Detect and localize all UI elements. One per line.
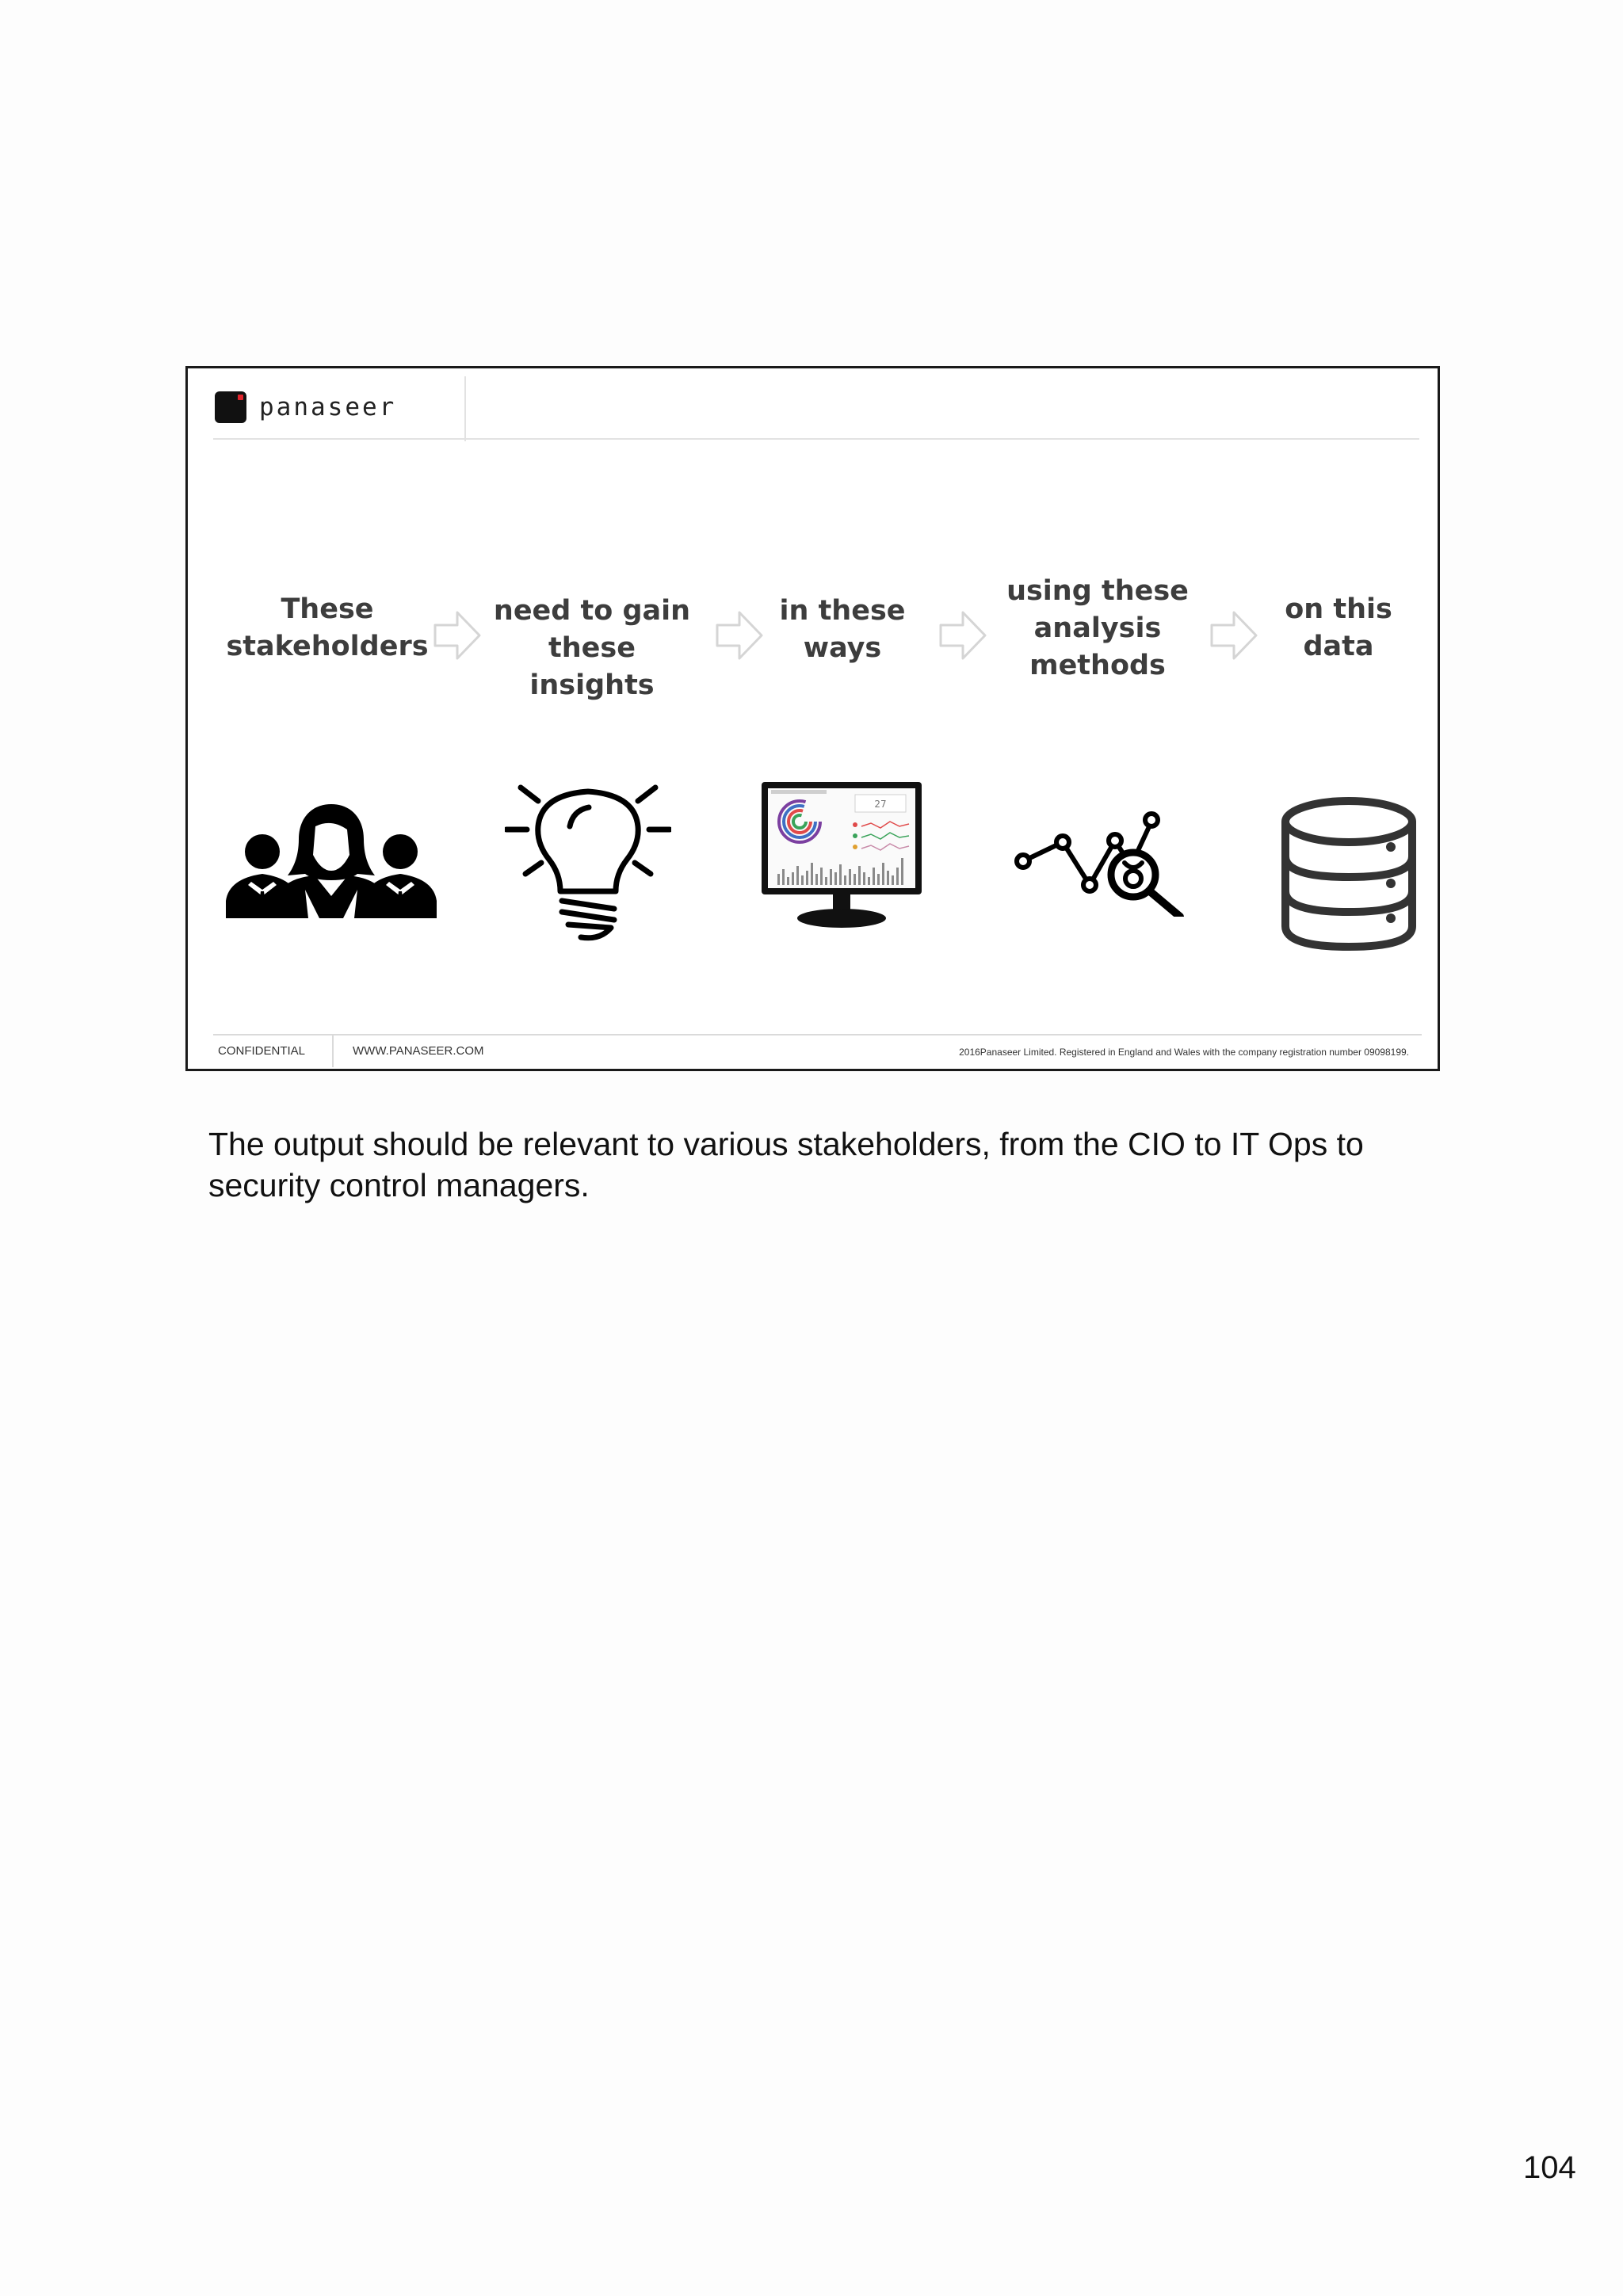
step-line: need to gain (493, 595, 691, 627)
speaker-notes (208, 1123, 1445, 1206)
notes-line: security control managers. (208, 1167, 590, 1203)
outline-right-arrow-icon (938, 608, 988, 663)
step-line: methods (1029, 650, 1166, 681)
header-rule (213, 438, 1419, 440)
dashboard-monitor-icon (760, 780, 923, 931)
lightbulb-icon (505, 774, 671, 945)
footer-rule (213, 1034, 1422, 1035)
page-number: 104 (1523, 2150, 1576, 2185)
step-data (1235, 591, 1442, 666)
footer-copyright: 2016Panaseer Limited. Registered in England and Wales with the company registration number 09098199. (959, 1047, 1409, 1058)
panaseer-logo-icon (215, 391, 246, 423)
outline-right-arrow-icon (432, 608, 483, 663)
footer-confidential: CONFIDENTIAL (218, 1044, 306, 1058)
header-divider (464, 376, 466, 441)
people-group-icon (226, 803, 437, 918)
step-methods (995, 573, 1201, 685)
step-line: data (1303, 631, 1374, 662)
step-insights (489, 593, 695, 704)
monitor-value: 27 (874, 799, 887, 810)
slide (185, 366, 1440, 1071)
footer-url: WWW.PANASEER.COM (353, 1044, 484, 1058)
step-line: on this (1285, 593, 1392, 625)
step-stakeholders (224, 591, 430, 666)
step-line: these insights (529, 632, 655, 701)
outline-right-arrow-icon (714, 608, 765, 663)
analysis-magnifier-icon (1014, 809, 1193, 917)
outline-right-arrow-icon (1209, 608, 1259, 663)
logo-text: panaseer (259, 393, 397, 421)
footer-divider (332, 1035, 334, 1067)
panaseer-logo (215, 389, 396, 425)
step-ways (739, 593, 945, 667)
step-line: These (281, 593, 374, 625)
notes-line: The output should be relevant to various stakeholders, from the CIO to IT Ops to (208, 1126, 1364, 1162)
step-line: ways (803, 632, 882, 664)
database-icon (1280, 796, 1418, 952)
step-line: in these (779, 595, 906, 627)
step-line: using these (1006, 575, 1189, 607)
step-line: analysis (1033, 612, 1162, 644)
step-line: stakeholders (226, 631, 429, 662)
